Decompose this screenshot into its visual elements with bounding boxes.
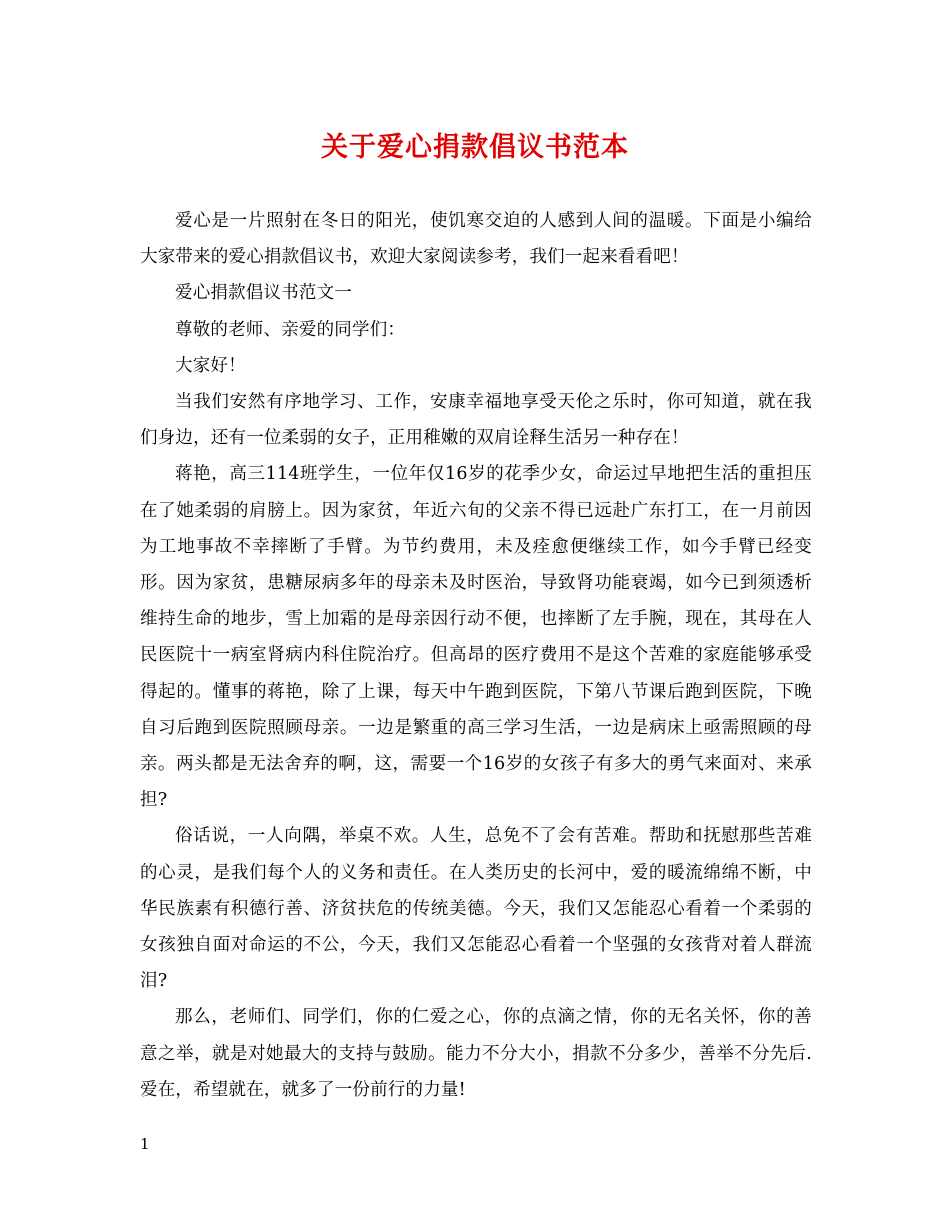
paragraph-story: 蒋艳，高三114班学生，一位年仅16岁的花季少女，命运过早地把生活的重担压在了她柔弱的肩膀上。因为家贫，年近六旬的父亲不得已远赴广东打工，在一月前因为工地事故不幸摔断了手臂。为节约费用，未及痊愈便继续工作，如今手臂已经变形。因为家贫，患糖尿病多年的母亲未及时医治，导致肾功能衰竭，如今已到须透析维持生命的地步，雪上加霜的是母亲因行动不便，也摔断了左手腕，现在，其母在人民医院十一病室肾病内科住院治疗。但高昂的医疗费用不是这个苦难的家庭能够承受得起的。懂事的蒋艳，除了上课，每天中午跑到医院，下第八节课后跑到医院，下晚自习后跑到医院照顾母亲。一边是繁重的高三学习生活，一边是病床上亟需照顾的母亲。两头都是无法舍弃的啊，这，需要一个16岁的女孩子有多大的勇气来面对、来承担? bbox=[140, 464, 812, 811]
paragraph-salutation: 尊敬的老师、亲爱的同学们： bbox=[175, 319, 406, 340]
paragraph-section-heading: 爱心捐款倡议书范文一 bbox=[175, 283, 352, 304]
paragraph-closing: 那么，老师们、同学们，你的仁爱之心，你的点滴之情，你的无名关怀，你的善意之举，就是对她最大的支持与鼓励。能力不分大小，捐款不分多少，善举不分先后.爱在，希望就在，就多了一份前行的力量! bbox=[140, 1007, 812, 1100]
document-title: 关于爱心捐款倡议书范本 bbox=[321, 132, 629, 163]
paragraph-appeal: 俗话说，一人向隅，举桌不欢。人生，总免不了会有苦难。帮助和抚慰那些苦难的心灵，是我们每个人的义务和责任。在人类历史的长河中，爱的暖流绵绵不断，中华民族素有积德行善、济贫扶危的传统美德。今天，我们又怎能忍心看着一个柔弱的女孩独自面对命运的不公，今天，我们又怎能忍心看着一个坚强的女孩背对着人群流泪? bbox=[140, 826, 812, 992]
page-number: 1 bbox=[140, 1135, 150, 1153]
document-body bbox=[140, 203, 812, 1108]
paragraph-intro: 爱心是一片照射在冬日的阳光，使饥寒交迫的人感到人间的温暖。下面是小编给大家带来的爱心捐款倡议书，欢迎大家阅读参考，我们一起来看看吧！ bbox=[140, 211, 812, 268]
paragraph-greeting: 大家好！ bbox=[175, 355, 246, 376]
paragraph-opening: 当我们安然有序地学习、工作，安康幸福地享受天伦之乐时，你可知道，就在我们身边，还有一位柔弱的女子，正用稚嫩的双肩诠释生活另一种存在！ bbox=[140, 392, 812, 449]
